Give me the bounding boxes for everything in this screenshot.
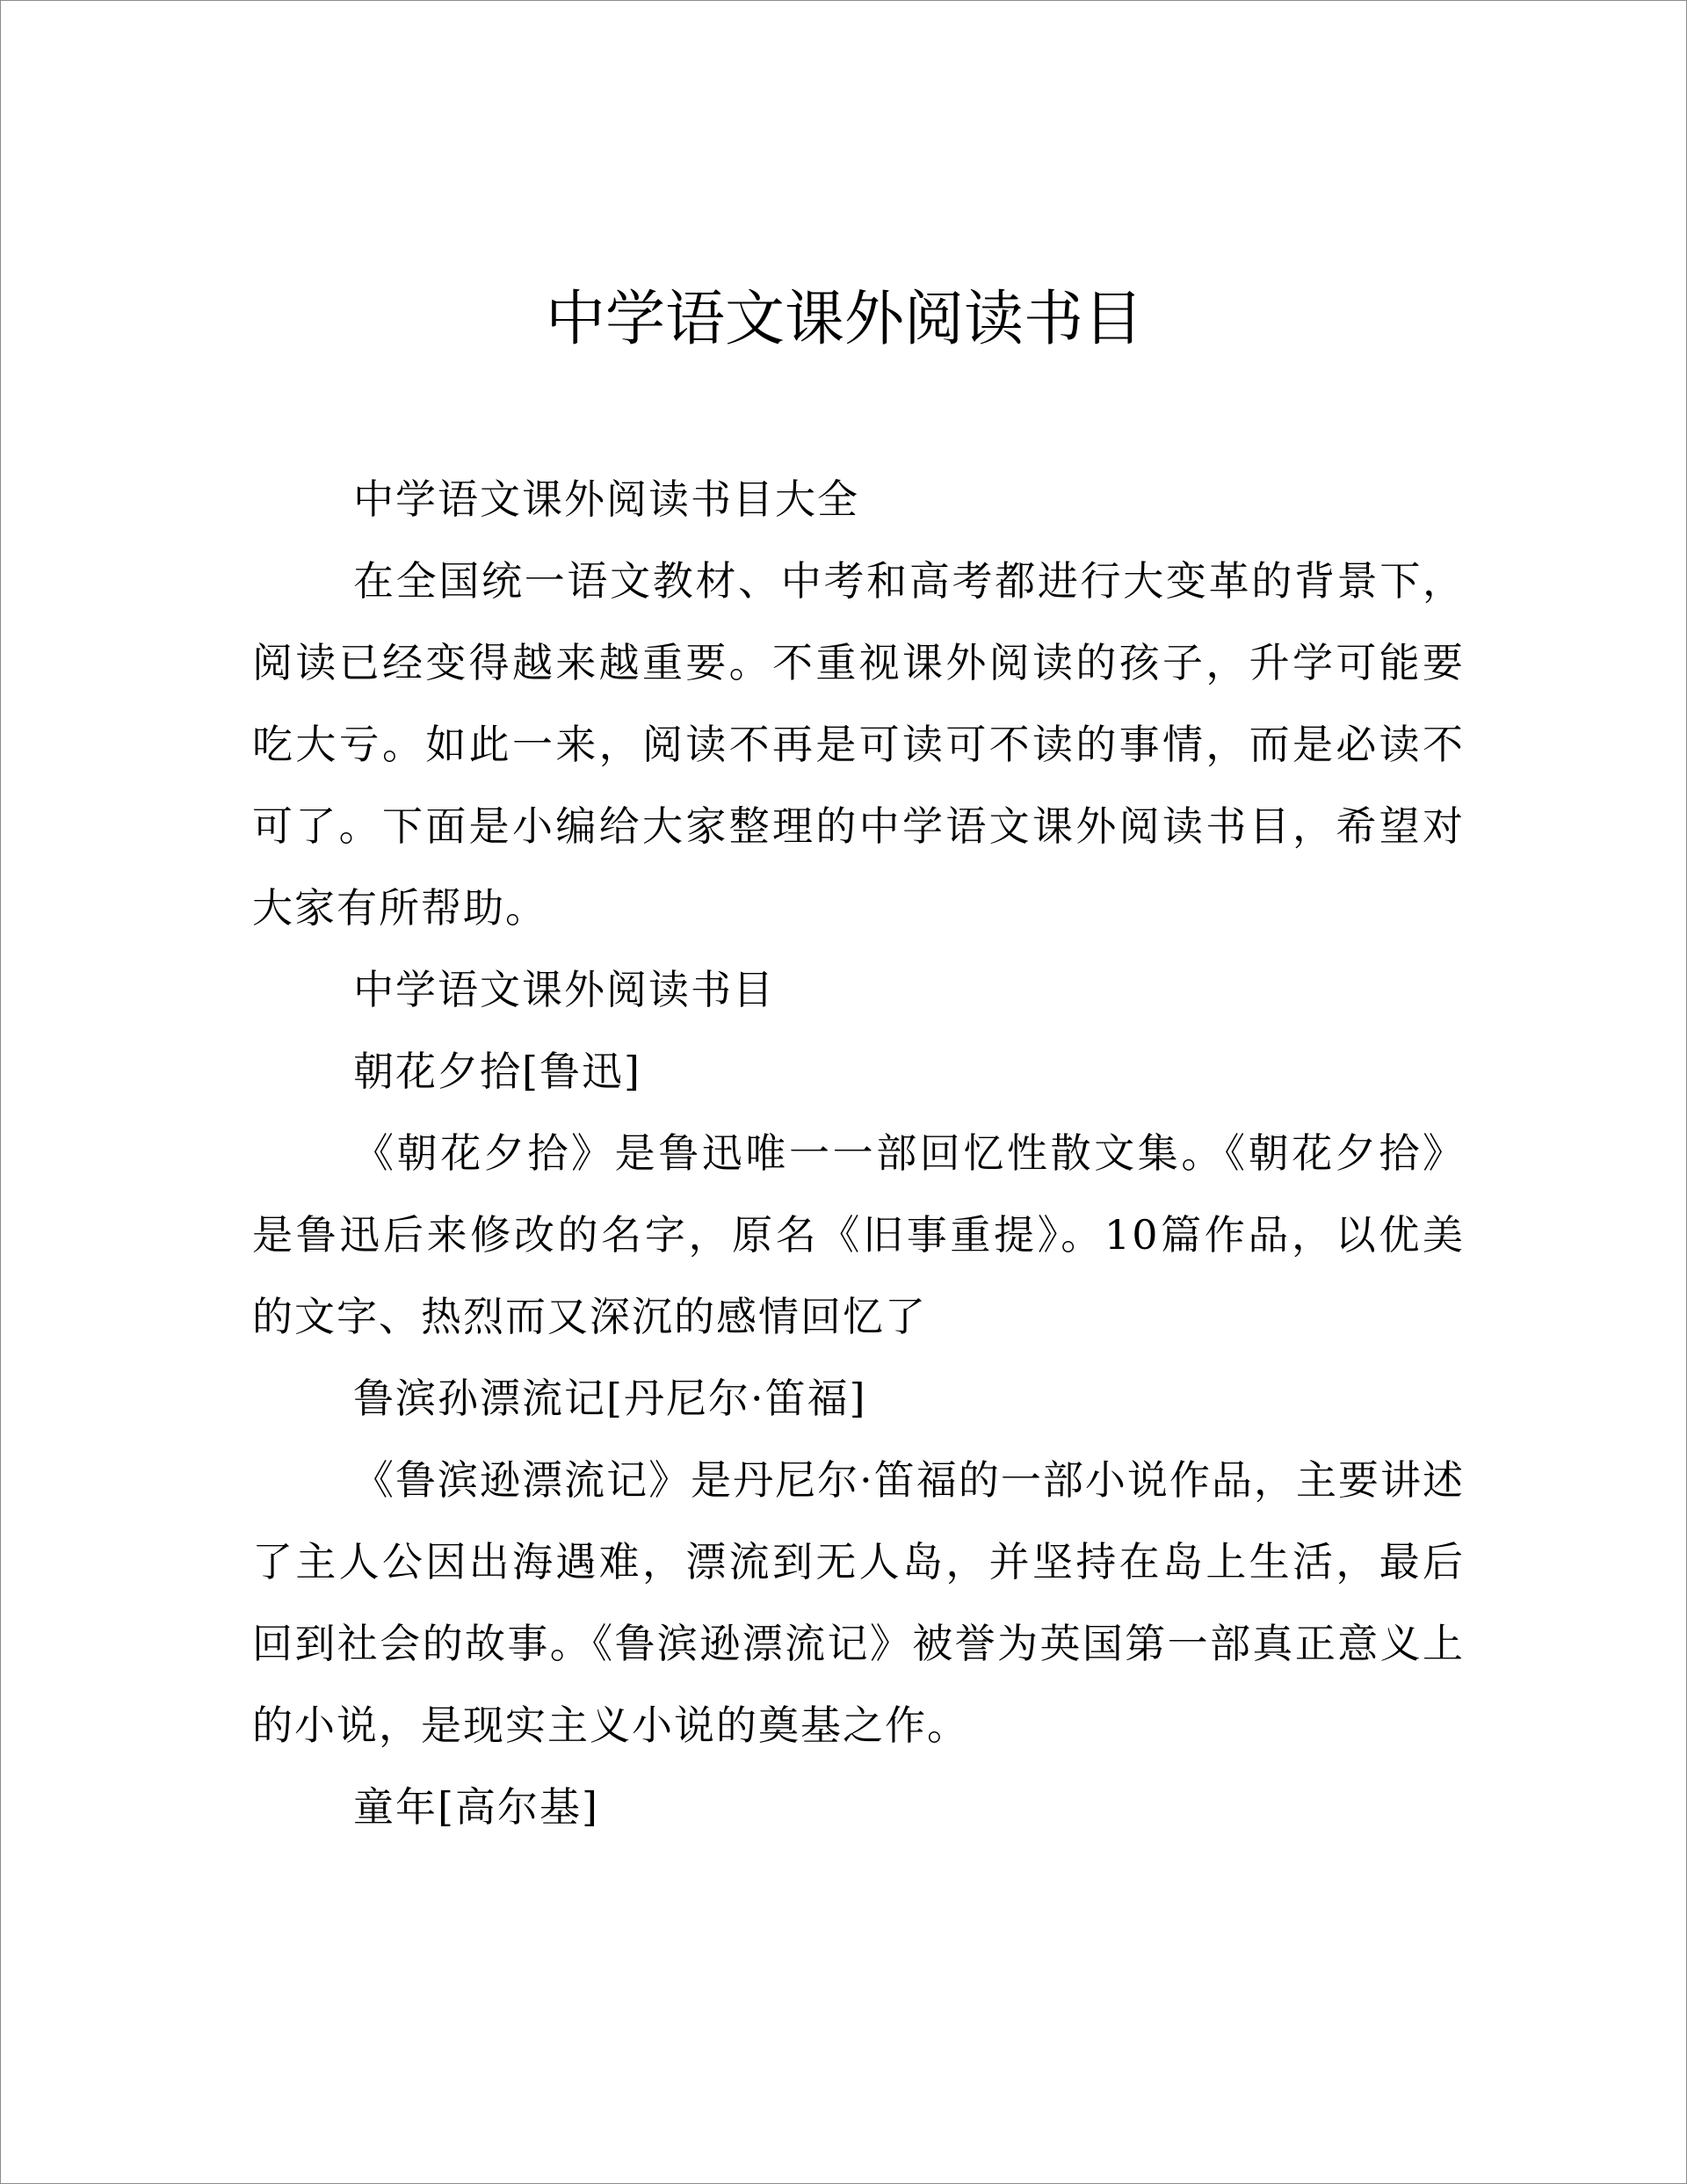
- document-body: [252, 459, 1465, 1848]
- subtitle-paragraph: 中学语文课外阅读书目大全: [353, 475, 859, 523]
- book-heading-childhood: 童年[高尔基]: [353, 1783, 599, 1831]
- book-description-zhaohuaxishi: 《朝花夕拾》是鲁迅唯一一部回忆性散文集。《朝花夕拾》是鲁迅后来修改的名字，原名《旧事重提》。10篇作品，以优美的文字、热烈而又深沉的感情回忆了: [252, 1129, 1465, 1340]
- book-heading-robinson: 鲁滨孙漂流记[丹尼尔·笛福]: [353, 1375, 867, 1422]
- page-title: 中学语文课外阅读书目: [545, 285, 1143, 354]
- book-heading-zhaohuaxishi: 朝花夕拾[鲁迅]: [353, 1048, 641, 1095]
- intro-paragraph: 在全国统一语文教材、中考和高考都进行大变革的背景下，阅读已经变得越来越重要。不重视课外阅读的孩子，升学可能要吃大亏。如此一来，阅读不再是可读可不读的事情，而是必读不可了。下面是小编给大家整理的中学语文课外阅读书目，希望对大家有所帮助。: [252, 557, 1465, 932]
- section-heading: 中学语文课外阅读书目: [353, 966, 775, 1013]
- book-description-robinson: 《鲁滨逊漂流记》是丹尼尔·笛福的一部小说作品，主要讲述了主人公因出海遇难，漂流到无人岛，并坚持在岛上生活，最后回到社会的故事。《鲁滨逊漂流记》被誉为英国第一部真正意义上的小说，是现实主义小说的奠基之作。: [252, 1456, 1465, 1749]
